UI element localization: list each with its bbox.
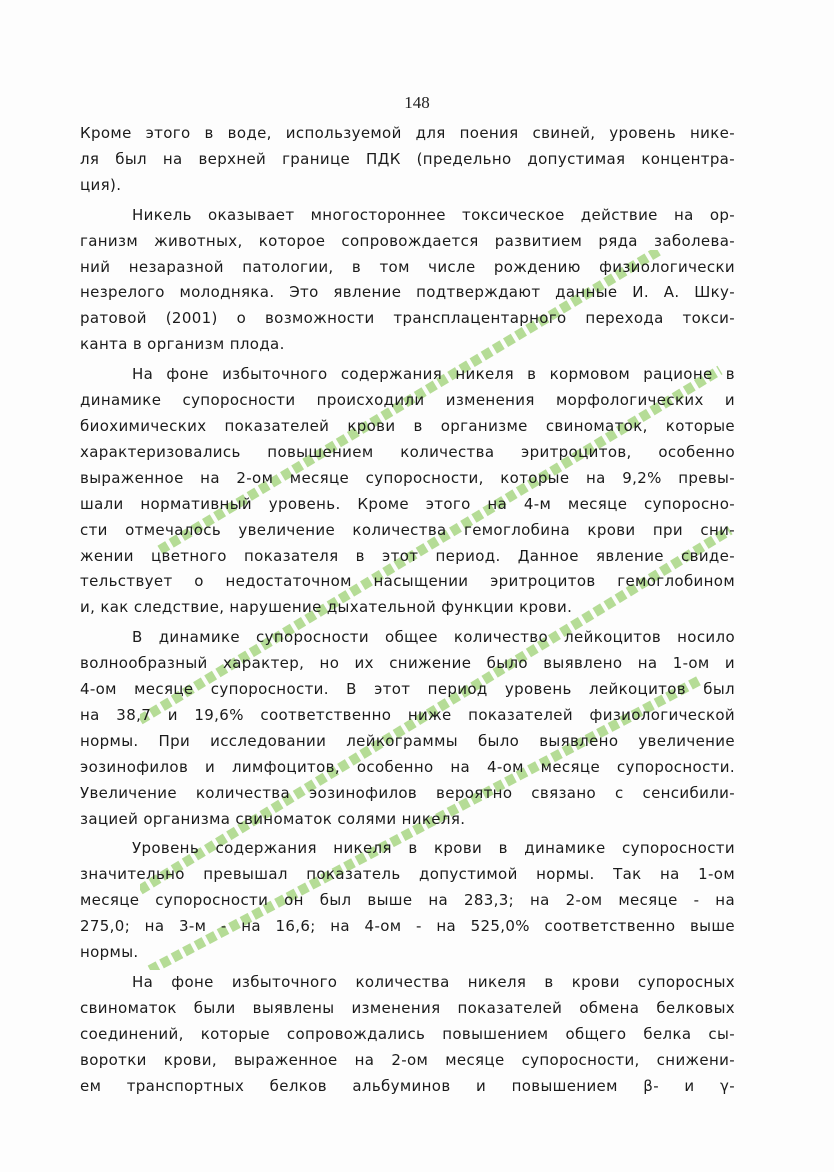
text-line: канта в организм плода. [80,335,285,354]
text-line: Уровень содержания никеля в крови в динамике супоросности [132,839,735,858]
paragraph [80,625,735,832]
text-line: На фоне избыточного количества никеля в крови супоросных [132,973,735,991]
text-line: ем транспортных белков альбуминов и повышением β- и γ- [80,1076,735,1095]
text-line: На фоне избыточного содержания никеля в кормовом рационе в [132,365,735,384]
text-line: значительно превышал показатель допустимой нормы. Так на 1-ом [80,865,735,884]
paragraph [80,970,735,1100]
text-line: жении цветного показателя в этот период. Данное явление свиде- [80,546,735,565]
text-line: свиноматок были выявлены изменения показателей обмена белковых [80,998,735,1017]
text-line: волнообразный характер, но их снижение было выявлено на 1-ом и [80,654,735,673]
page-number: 148 [404,93,430,112]
text-line: и, как следствие, нарушение дыхательной функции крови. [80,598,573,617]
text-line: 4-ом месяце супоросности. В этот период уровень лейкоцитов был [80,680,735,699]
text-line: зацией организма свиноматок солями никеля. [80,809,466,828]
text-line: ция). [80,175,122,194]
paragraph [80,203,735,358]
text-line: ний незаразной патологии, в том числе рождению физиологически [80,257,735,276]
text-line: соединений, которые сопровождались повышением общего белка сы- [80,1024,735,1043]
text-line: Увеличение количества эозинофилов вероятно связано с сенсибили- [80,783,735,802]
text-line: ганизм животных, которое сопровождается развитием ряда заболева- [80,231,735,250]
text-line: эозинофилов и лимфоцитов, особенно на 4-ом месяце супоросности. [80,757,735,776]
paragraph [80,836,735,966]
text-line: характеризовались повышением количества эритроцитов, особенно [80,442,735,461]
paragraph [80,121,735,199]
paragraph [80,362,735,621]
text-line: тельствует о недостаточном насыщении эритроцитов гемоглобином [80,572,735,591]
text-line: 275,0; на 3-м - на 16,6; на 4-ом - на 525,0% соответственно выше [80,917,735,936]
text-line: нормы. [80,943,139,962]
text-line: сти отмечалось увеличение количества гемоглобина крови при сни- [80,520,735,539]
text-line: шали нормативный уровень. Кроме этого на 4-м месяце супоросно- [80,494,735,513]
text-line: на 38,7 и 19,6% соответственно ниже показателей физиологической [80,705,735,724]
text-line: ля был на верхней границе ПДК (предельно допустимая концентра- [80,149,735,168]
body-text [80,121,735,1100]
text-line: биохимических показателей крови в организме свиноматок, которые [80,416,735,435]
text-line: ратовой (2001) о возможности трансплацентарного перехода токси- [80,309,735,328]
text-line: незрелого молодняка. Это явление подтверждают данные И. А. Шку- [80,283,735,302]
text-line: выраженное на 2-ом месяце супоросности, которые на 9,2% превы- [80,468,735,487]
text-line: Никель оказывает многостороннее токсическое действие на ор- [132,205,735,224]
text-line: Кроме этого в воде, используемой для поения свиней, уровень нике- [80,124,735,142]
text-line: воротки крови, выраженное на 2-ом месяце супоросности, снижени- [80,1050,735,1069]
text-line: нормы. При исследовании лейкограммы было выявлено увеличение [80,731,735,750]
text-line: месяце супоросности он был выше на 283,3; на 2-ом месяце - на [80,891,735,910]
text-line: В динамике супоросности общее количество лейкоцитов носило [132,628,735,647]
text-line: динамике супоросности происходили изменения морфологических и [80,391,735,410]
